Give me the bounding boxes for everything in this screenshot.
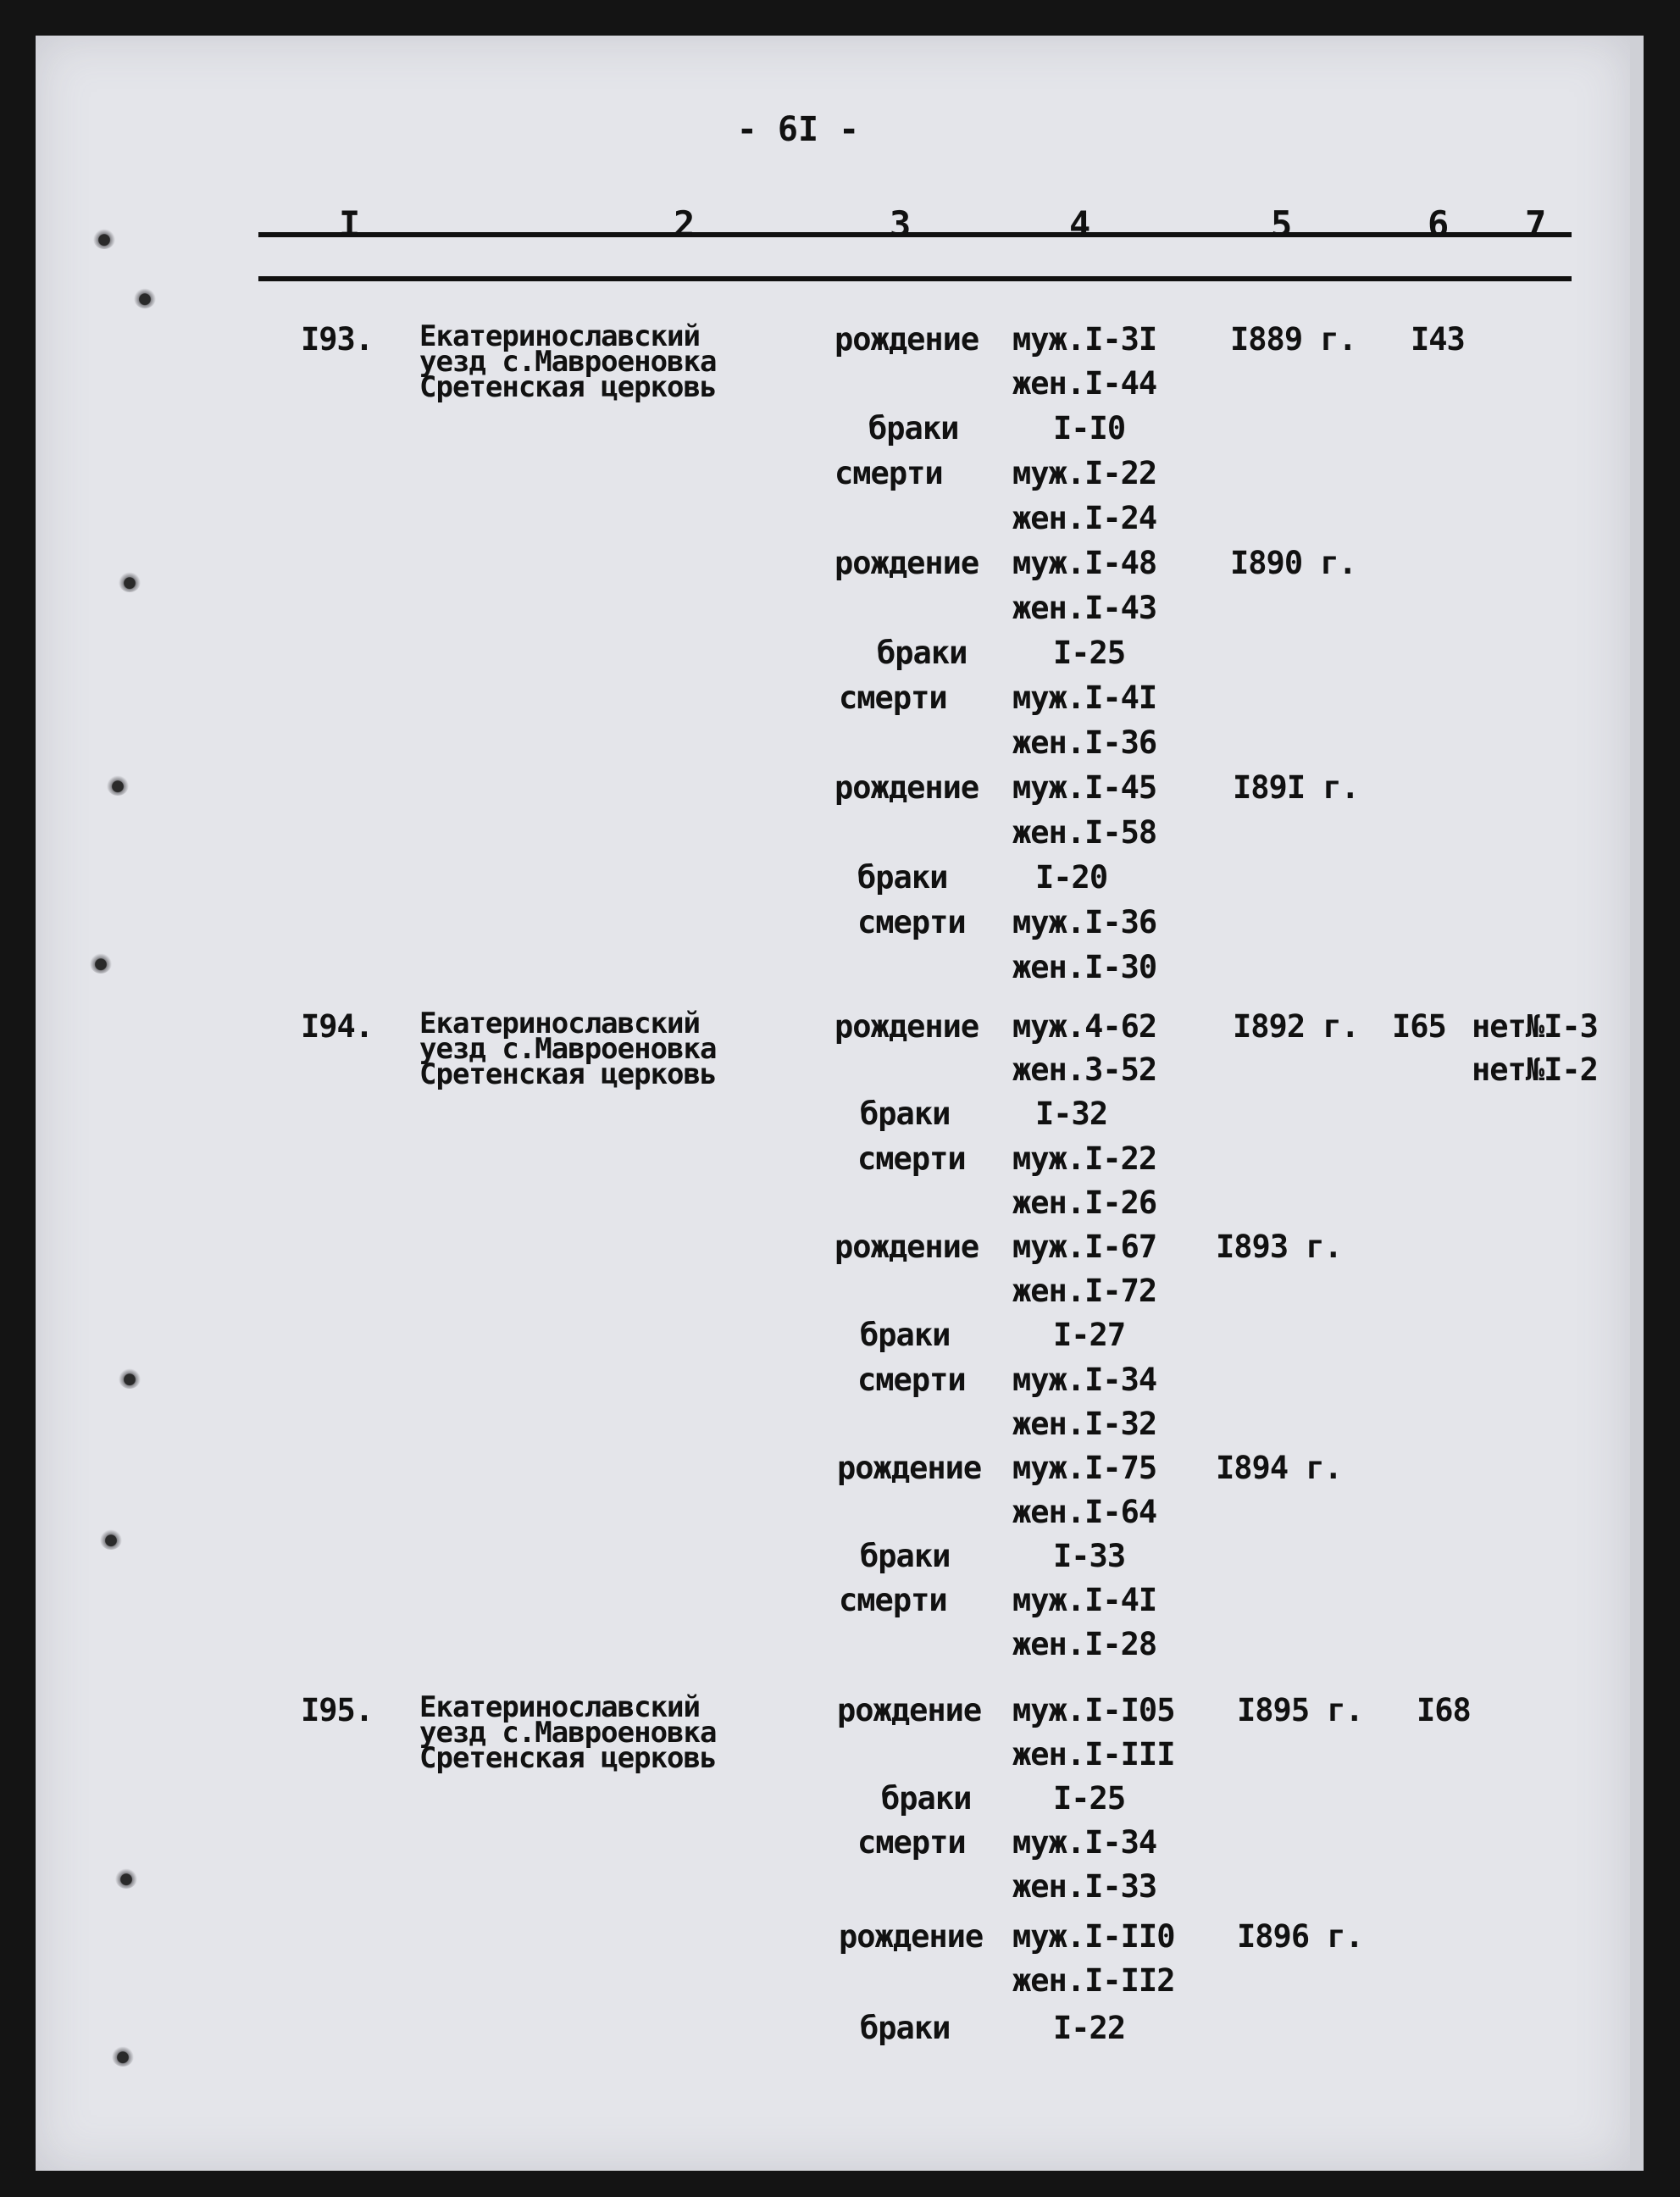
- page-edge: [1630, 36, 1644, 2171]
- record-year: I892 г.: [1233, 1008, 1359, 1045]
- record-year: I890 г.: [1230, 545, 1356, 581]
- record-count: муж.I-22: [1012, 1140, 1157, 1177]
- entry-col6: I65: [1392, 1008, 1446, 1045]
- record-count: муж.I-75: [1012, 1450, 1157, 1486]
- record-count: муж.I-II0: [1012, 1918, 1175, 1955]
- column-header-3: 3: [890, 203, 912, 245]
- entry-place-line: Екатеринославский: [419, 1007, 700, 1040]
- entry-place-line: уезд с.Мавроеновка: [419, 1032, 717, 1066]
- record-type: рождение: [834, 545, 979, 581]
- record-count: жен.I-72: [1012, 1273, 1157, 1309]
- record-count: жен.I-33: [1012, 1868, 1157, 1905]
- entry-place-line: уезд с.Мавроеновка: [419, 1716, 717, 1750]
- record-count: жен.I-24: [1012, 500, 1157, 536]
- record-count: жен.3-52: [1012, 1051, 1157, 1088]
- record-count: I-27: [1053, 1317, 1126, 1353]
- record-count: муж.I-I05: [1012, 1692, 1175, 1728]
- binder-hole: [119, 1368, 141, 1389]
- record-count: I-I0: [1053, 410, 1126, 447]
- entry-number: I93.: [301, 321, 374, 358]
- page-number: - 6I -: [736, 110, 860, 149]
- record-type: смерти: [857, 1362, 966, 1398]
- record-type: браки: [860, 2010, 951, 2046]
- record-count: жен.I-58: [1012, 814, 1157, 851]
- entry-col6: I68: [1417, 1692, 1471, 1728]
- record-year: I889 г.: [1230, 321, 1356, 358]
- entry-number: I94.: [301, 1008, 374, 1045]
- record-count: жен.I-26: [1012, 1184, 1157, 1221]
- record-count: муж.I-22: [1012, 455, 1157, 491]
- entry-col7: нет№I-3: [1472, 1008, 1598, 1045]
- entry-place-line: Екатеринославский: [419, 1690, 700, 1724]
- record-count: муж.I-67: [1012, 1229, 1157, 1265]
- record-count: муж.I-4I: [1012, 1582, 1157, 1618]
- record-count: муж.I-34: [1012, 1824, 1157, 1861]
- document-page: [36, 36, 1630, 2171]
- record-count: жен.I-II2: [1012, 1962, 1175, 1999]
- record-type: смерти: [857, 904, 966, 940]
- column-header-6: 6: [1428, 203, 1450, 245]
- record-type: рождение: [834, 1008, 979, 1045]
- record-count: муж.I-36: [1012, 904, 1157, 940]
- record-count: жен.I-44: [1012, 365, 1157, 402]
- entry-place-line: уезд с.Мавроеновка: [419, 345, 717, 379]
- entry-place-line: Екатеринославский: [419, 319, 700, 353]
- record-type: смерти: [857, 1824, 966, 1861]
- binder-hole: [134, 288, 156, 308]
- record-count: муж.I-45: [1012, 769, 1157, 806]
- entry-place-line: Сретенская церковь: [419, 370, 717, 404]
- column-header-1: I: [339, 203, 361, 245]
- record-type: рождение: [837, 1692, 982, 1728]
- record-type: смерти: [834, 455, 943, 491]
- record-count: жен.I-64: [1012, 1494, 1157, 1530]
- record-type: рождение: [834, 321, 979, 358]
- record-year: I893 г.: [1216, 1229, 1342, 1265]
- record-count: I-22: [1053, 2010, 1126, 2046]
- binder-hole: [107, 775, 129, 796]
- record-count: жен.I-30: [1012, 949, 1157, 985]
- record-type: рождение: [834, 769, 979, 806]
- column-header-4: 4: [1069, 203, 1091, 245]
- entry-place-line: Сретенская церковь: [419, 1057, 717, 1091]
- binder-hole: [112, 2046, 134, 2067]
- record-type: браки: [881, 1780, 972, 1817]
- record-year: I894 г.: [1216, 1450, 1342, 1486]
- column-header-5: 5: [1271, 203, 1293, 245]
- record-year: I895 г.: [1237, 1692, 1363, 1728]
- entry-number: I95.: [301, 1692, 374, 1728]
- record-count: жен.I-28: [1012, 1626, 1157, 1662]
- record-count: I-25: [1053, 635, 1126, 671]
- binder-hole: [115, 1868, 137, 1889]
- entry-col7: нет№I-2: [1472, 1051, 1598, 1088]
- record-count: муж.I-3I: [1012, 321, 1157, 358]
- record-count: I-32: [1035, 1096, 1108, 1132]
- record-type: браки: [857, 859, 948, 896]
- record-type: браки: [860, 1317, 951, 1353]
- record-type: смерти: [839, 1582, 947, 1618]
- record-type: браки: [860, 1096, 951, 1132]
- entry-col6: I43: [1411, 321, 1465, 358]
- record-count: I-25: [1053, 1780, 1126, 1817]
- record-count: муж.4-62: [1012, 1008, 1157, 1045]
- entry-place-line: Сретенская церковь: [419, 1741, 717, 1775]
- record-count: муж.I-48: [1012, 545, 1157, 581]
- column-header-7: 7: [1525, 203, 1547, 245]
- record-count: муж.I-4I: [1012, 680, 1157, 716]
- record-type: браки: [877, 635, 968, 671]
- record-year: I896 г.: [1237, 1918, 1363, 1955]
- record-count: жен.I-43: [1012, 590, 1157, 626]
- record-type: браки: [868, 410, 959, 447]
- record-count: муж.I-34: [1012, 1362, 1157, 1398]
- bleed-through-text: [301, 627, 509, 661]
- record-type: смерти: [857, 1140, 966, 1177]
- record-count: жен.I-III: [1012, 1736, 1175, 1773]
- binder-hole: [93, 229, 115, 249]
- binder-hole: [119, 572, 141, 592]
- header-rule-top: [258, 232, 1572, 237]
- column-header-2: 2: [674, 203, 696, 245]
- record-count: жен.I-32: [1012, 1406, 1157, 1442]
- binder-hole: [90, 953, 112, 974]
- record-type: рождение: [834, 1229, 979, 1265]
- header-rule-bottom: [258, 276, 1572, 281]
- record-count: I-20: [1035, 859, 1108, 896]
- binder-hole: [100, 1529, 122, 1550]
- record-count: I-33: [1053, 1538, 1126, 1574]
- record-year: I89I г.: [1233, 769, 1359, 806]
- record-type: браки: [860, 1538, 951, 1574]
- record-count: жен.I-36: [1012, 724, 1157, 761]
- record-type: рождение: [837, 1450, 982, 1486]
- record-type: рождение: [839, 1918, 984, 1955]
- record-type: смерти: [839, 680, 947, 716]
